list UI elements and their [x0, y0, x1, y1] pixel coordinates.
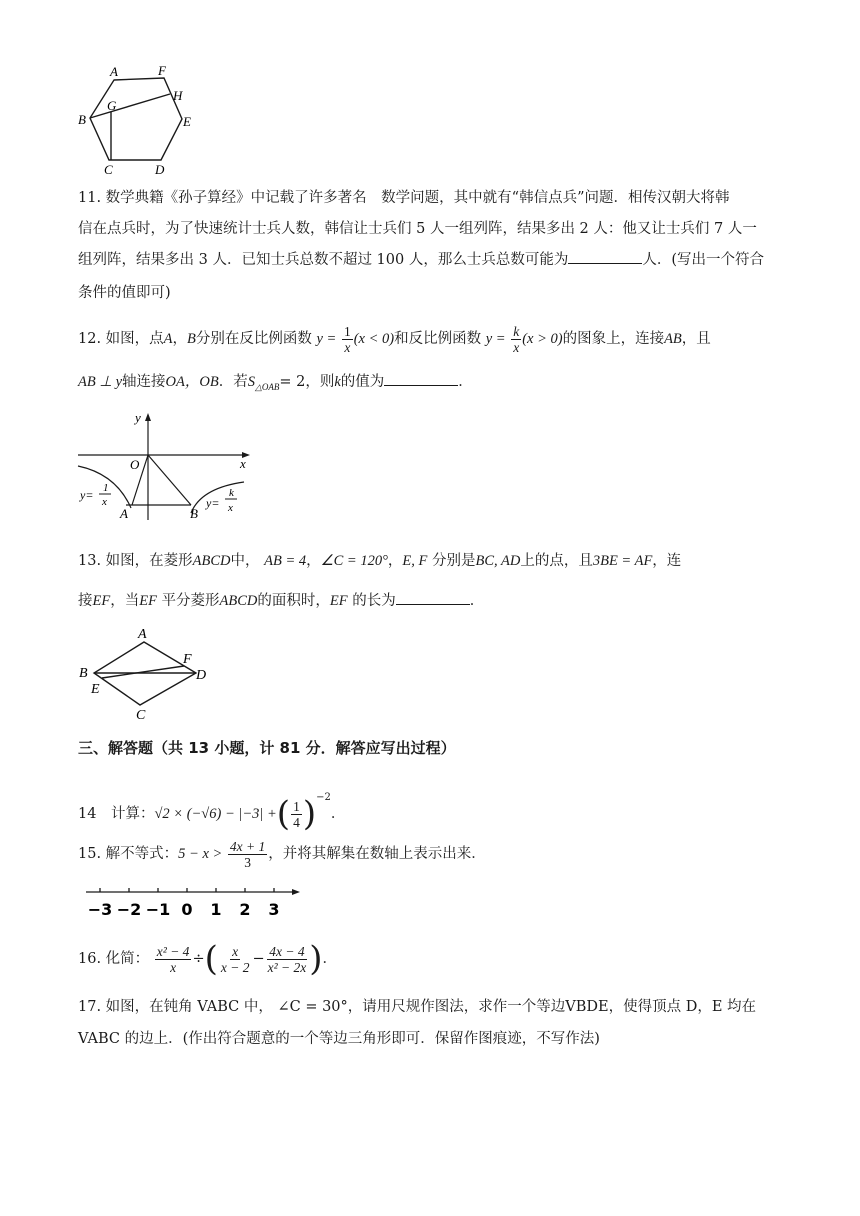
q12-func2-den: x — [513, 339, 520, 355]
q16-prefix: 16. 化简： — [78, 951, 150, 967]
q13-l2c: ，当 — [110, 593, 140, 609]
q16-minus: − — [252, 951, 265, 967]
q12-line1 — [78, 322, 711, 356]
q12-perp: AB ⊥ y — [78, 374, 123, 390]
number-line-label: 0 — [181, 900, 193, 919]
q15-prefix: 15. 解不等式： — [78, 846, 179, 862]
q13-l2d: EF — [139, 593, 157, 609]
q11-answer-blank[interactable] — [568, 249, 642, 264]
hexagon-figure — [76, 62, 206, 177]
hex-label-g: G — [107, 98, 117, 113]
q12-graph-label-b: B — [190, 506, 198, 521]
q13-text5: 分别是 — [431, 553, 476, 569]
q13-line1 — [78, 550, 681, 572]
q16-frac2 — [219, 944, 252, 975]
q13-text1: 13. 如图，在菱形 — [78, 553, 193, 569]
q12-graph-f1-num: 1 — [103, 482, 109, 494]
q16-end: ． — [322, 951, 338, 967]
q12-graph-f2-num: k — [229, 487, 234, 499]
q15-number-line — [82, 882, 304, 922]
q12-func2-lhs: y = — [485, 331, 506, 347]
q12-point-b: B — [187, 331, 196, 347]
q12-graph-label-y: y — [135, 410, 141, 425]
q13-l2a: 接 — [78, 593, 93, 609]
q13-line2 — [78, 590, 484, 612]
q14-den: 4 — [293, 814, 300, 830]
q16-frac1 — [155, 944, 192, 975]
q15-line — [78, 835, 486, 873]
q13-label-a: A — [138, 627, 147, 642]
q12-text1: 12. 如图，点 — [78, 331, 164, 347]
q12-func1-lhs: y = — [316, 331, 337, 347]
q13-abcd: ABCD — [192, 553, 231, 569]
number-line-label: −1 — [145, 900, 171, 919]
q16-div: ÷ — [192, 951, 205, 967]
q17-line1: 17. 如图，在钝角 VABC 中， ∠C = 30°，请用尺规作图法，求作一个等边VBDE，使得顶点 D，E 均在 — [78, 999, 757, 1015]
q13-text4: ， — [387, 553, 403, 569]
number-line-label: 2 — [239, 900, 251, 919]
q12-graph-f1-den: x — [102, 496, 107, 508]
q15-ticks — [88, 888, 280, 919]
q16-d2: x − 2 — [220, 959, 250, 975]
q14-frac — [291, 799, 302, 830]
q16-n1: x² − 4 — [156, 943, 190, 959]
q12-graph — [76, 408, 256, 523]
q14-end: ． — [330, 806, 346, 822]
q12-value-of: 的值为 — [340, 374, 385, 390]
hex-label-a: A — [110, 64, 118, 79]
q12-then: ，则 — [305, 374, 335, 390]
q11-line3-end: 人．(写出一个符合 — [642, 252, 764, 268]
q15-suffix: ，并将其解集在数轴上表示出来． — [268, 846, 486, 862]
hex-label-h: H — [173, 88, 183, 103]
q12-ab: AB — [664, 331, 682, 347]
q12-point-a: A — [163, 331, 173, 347]
q12-line2 — [78, 371, 473, 398]
q12-func2-num: k — [513, 323, 520, 339]
q12-axis-text: 轴连接 — [122, 374, 166, 390]
q12-func1-den: x — [344, 339, 351, 355]
q13-period: ． — [469, 593, 485, 609]
q14-exp: −2 — [316, 792, 331, 803]
q13-label-c: C — [136, 708, 146, 723]
q15-frac — [228, 839, 267, 870]
q13-angle: ∠C = 120° — [320, 553, 388, 569]
number-line-label: −3 — [87, 900, 113, 919]
q13-bcad: BC, AD — [475, 553, 521, 569]
hex-label-c: C — [104, 162, 113, 177]
q16-lparen: ( — [204, 939, 218, 979]
q13-text2: 中， — [230, 553, 260, 569]
q12-oa-ob: OA，OB — [165, 374, 219, 390]
q16-d3: x² − 2x — [267, 959, 307, 975]
q11-line3 — [78, 249, 764, 271]
q16-rparen: ) — [309, 939, 323, 979]
q12-domain1: (x < 0) — [353, 331, 395, 347]
q11-line4: 条件的值即可) — [78, 285, 171, 301]
q12-area-sub: △OAB — [254, 381, 280, 392]
q14-rparen: ) — [302, 794, 317, 834]
q13-label-f: F — [183, 652, 192, 667]
q16-line — [78, 937, 337, 981]
q13-l2b: EF — [92, 593, 111, 609]
q16-n3: 4x − 4 — [269, 943, 305, 959]
q12-text2: 分别在反比例函数 — [195, 331, 312, 347]
q12-func2-frac — [511, 324, 521, 355]
q13-text6: 上的点，且 — [520, 553, 593, 569]
q12-text5: ，且 — [681, 331, 711, 347]
q12-area-eq: = 2 — [279, 374, 306, 390]
q12-graph-label-o: O — [130, 457, 140, 472]
q12-area-s: S — [247, 374, 255, 390]
section3-heading: 三、解答题（共 13 小题，计 81 分．解答应写出过程） — [78, 739, 456, 757]
q13-answer-blank[interactable] — [396, 590, 470, 605]
q14-line — [78, 778, 345, 834]
q13-l2i: 的长为 — [352, 593, 396, 609]
hex-label-b: B — [78, 112, 86, 127]
q12-text4: 的图象上，连接 — [562, 331, 665, 347]
q16-n2: x — [232, 943, 239, 959]
q13-l2g: 的面积时， — [257, 593, 330, 609]
q14-lparen: ( — [276, 794, 291, 834]
q12-k: k — [334, 374, 341, 390]
q11-line1: 11. 数学典籍《孙子算经》中记载了许多著名 数学问题，其中就有“韩信点兵”问题．相传汉朝大将韩 — [78, 190, 730, 206]
q12-comma: ， — [172, 331, 188, 347]
q12-graph-f1: y= — [80, 488, 94, 502]
q13-text7: ，连 — [652, 553, 682, 569]
q17-line2: VABC 的边上．(作出符合题意的一个等边三角形即可．保留作图痕迹，不写作法) — [78, 1031, 600, 1047]
q16-d1: x — [170, 959, 177, 975]
q11-line2: 信在点兵时，为了快速统计士兵人数，韩信让士兵们 5 人一组列阵，结果多出 2 人：他又让士兵们 7 人一 — [78, 221, 757, 237]
q15-lhs: 5 − x > — [178, 846, 223, 862]
number-line-label: −2 — [116, 900, 142, 919]
number-line-label: 3 — [268, 900, 280, 919]
q12-graph-f2-den: x — [228, 502, 233, 514]
q13-text3: ， — [306, 553, 321, 569]
number-line-label: 1 — [210, 900, 222, 919]
q13-label-b: B — [79, 666, 88, 681]
q13-label-d: D — [196, 668, 207, 683]
hex-label-e: E — [183, 114, 191, 129]
q14-prefix: 14 计算： — [78, 806, 155, 822]
q12-graph-label-x: x — [240, 456, 246, 471]
q15-den: 3 — [244, 854, 251, 870]
hex-label-f: F — [158, 63, 166, 78]
hex-label-d: D — [155, 162, 165, 177]
q13-rhombus-figure — [76, 625, 226, 723]
q13-label-e: E — [91, 682, 100, 697]
q12-if: ．若 — [218, 374, 248, 390]
q13-l2f: ABCD — [219, 593, 258, 609]
q13-eq: 3BE = AF — [592, 553, 653, 569]
q12-answer-blank[interactable] — [384, 371, 458, 386]
q14-expr: √2 × (−√6) − |−3| + — [154, 806, 277, 822]
q12-text3: 和反比例函数 — [394, 331, 482, 347]
q14-num: 1 — [293, 798, 300, 814]
q13-ef: E, F — [402, 553, 428, 569]
q12-func1-frac — [342, 324, 353, 355]
q12-period: ． — [458, 374, 473, 390]
q12-graph-f2: y= — [206, 496, 220, 510]
q16-frac3 — [266, 944, 309, 975]
q12-domain2: (x > 0) — [522, 331, 563, 347]
q15-num: 4x + 1 — [229, 838, 266, 854]
q11-line3-text: 组列阵，结果多出 3 人．已知士兵总数不超过 100 人，那么士兵总数可能为 — [78, 252, 569, 268]
q13-l2h: EF — [329, 593, 348, 609]
q13-l2e: 平分菱形 — [161, 593, 220, 609]
q13-ab4: AB = 4 — [264, 553, 307, 569]
q12-graph-label-a: A — [120, 506, 128, 521]
q12-func1-num: 1 — [343, 323, 351, 339]
